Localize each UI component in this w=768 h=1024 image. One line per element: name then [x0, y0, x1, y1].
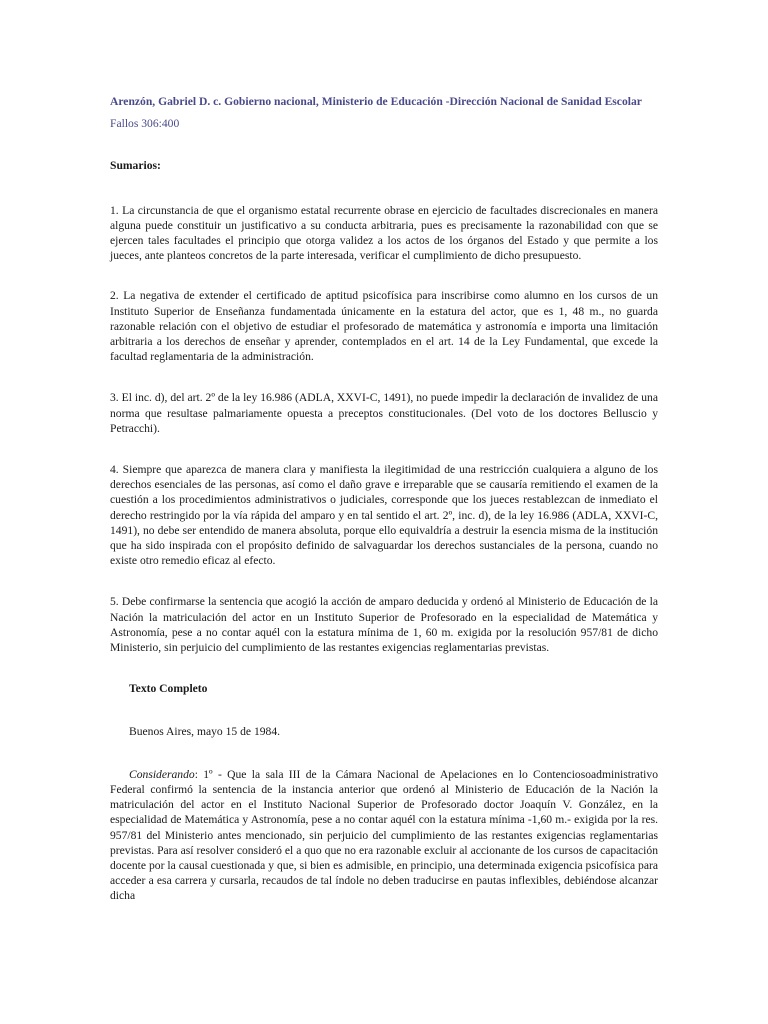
document-page [110, 94, 658, 904]
sumario-item-4: 4. Siempre que aparezca de manera clara y manifiesta la ilegitimidad de una restricción cualquiera a alguno de los derechos esenciales de las personas, así como el daño grave e irreparable que se causaría remitiendo el examen de la cuestión a los procedimientos administrativos o judiciales, corresponde que los jueces restablezcan de inmediato el derecho restringido por la vía rápida del amparo y en tal sentido el art. 2º, inc. d), de la ley 16.986 (ADLA, XXVI-C, 1491), no debe ser entendido de manera absoluta, porque ello equivaldría a destruir la esencia misma de la institución que ha sido inspirada con el propósito definido de salvaguardar los derechos sustanciales de la persona, cuando no existe otro remedio eficaz al efecto. [110, 463, 658, 568]
decision-date: Buenos Aires, mayo 15 de 1984. [129, 725, 281, 739]
considerando-text: : 1º - Que la sala III de la Cámara Nacional de Apelaciones en lo Contenciosoadministrativo Federal confirmó la sentencia de la instancia anterior que ordenó al Ministerio de Educación de la Nación la matriculación del actor en el Instituto Nacional Superior de Profesorado doctor Joaquín V. González, en la especialidad de Matemática y Astronomía, pese a no contar aquél con la estatura mínima -1,60 m.- exigida por la res. 957/81 del Ministerio antes mencionado, sin perjuicio del cumplimiento de las restantes exigencias reglamentarias previstas. Para así resolver consideró el a quo que no era razonable excluir al accionante de los cursos de capacitación docente por la causal cuestionada y que, si bien es admisible, en principio, una determinada exigencia psicofísica para acceder a esa carrera y cursarla, recaudos de tal índole no deben traducirse en pautas inflexibles, debiéndose alcanzar dicha [110, 767, 658, 903]
texto-completo-heading: Texto Completo [129, 682, 208, 696]
case-reference: Fallos 306:400 [110, 117, 180, 131]
considerando-label: Considerando [129, 767, 195, 781]
sumario-item-1: 1. La circunstancia de que el organismo estatal recurrente obrase en ejercicio de facultades discrecionales en manera alguna puede constituir un justificativo a su conducta arbitraria, pues es precisamente la razonabilidad con que se ejercen tales facultades el principio que otorga validez a los actos de los órganos del Estado y que permite a los jueces, ante planteos concretos de la parte interesada, verificar el cumplimiento de dicho presupuesto. [110, 203, 658, 263]
sumario-item-2: 2. La negativa de extender el certificado de aptitud psicofísica para inscribirse como alumno en los cursos de un Instituto Superior de Enseñanza fundamentada únicamente en la estatura del actor, que es 1, 48 m., no guarda razonable relación con el objetivo de estudiar el profesorado de matemática y astronomía e importa una limitación arbitraria a los derechos de enseñar y aprender, contemplados en el art. 14 de la Ley Fundamental, que excede la facultad reglamentaria de la administración. [110, 289, 658, 364]
sumario-item-3: 3. El inc. d), del art. 2º de la ley 16.986 (ADLA, XXVI-C, 1491), no puede impedir la declaración de invalidez de una norma que resultase palmariamente opuesta a preceptos constitucionales. (Del voto de los doctores Belluscio y Petracchi). [110, 391, 658, 435]
sumarios-heading: Sumarios: [110, 159, 161, 173]
considerando-paragraph [110, 767, 658, 904]
sumario-item-5: 5. Debe confirmarse la sentencia que acogió la acción de amparo deducida y ordenó al Ministerio de Educación de la Nación la matriculación del actor en un Instituto Superior de Profesorado en la especialidad de Matemática y Astronomía, pese a no contar aquél con la estatura mínima de 1, 60 m. exigida por la resolución 957/81 de dicho Ministerio, sin perjuicio del cumplimiento de las restantes exigencias reglamentarias previstas. [110, 595, 658, 655]
case-title: Arenzón, Gabriel D. c. Gobierno nacional, Ministerio de Educación -Dirección Nacional de Sanidad Escolar [110, 95, 642, 108]
